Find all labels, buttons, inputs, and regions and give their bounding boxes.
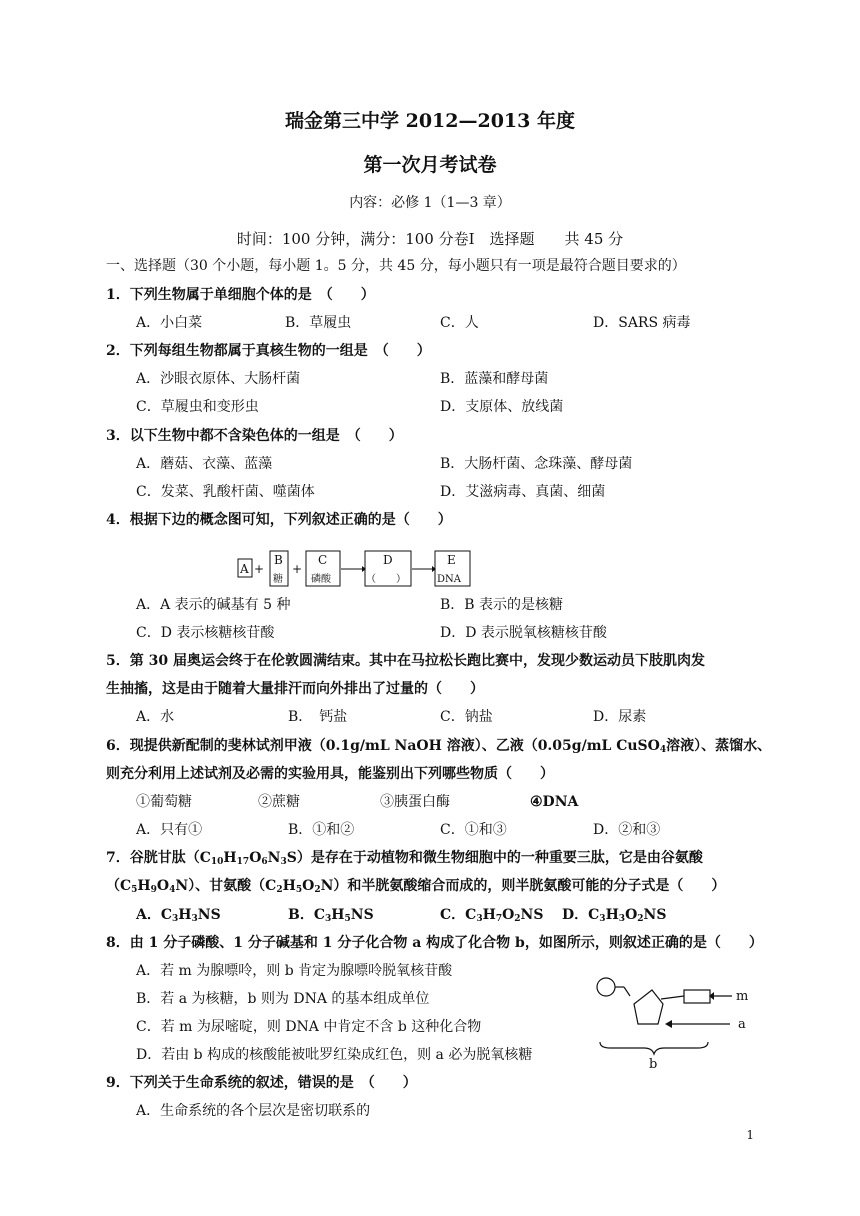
q5-stem-line1: 5．第 30 届奥运会终于在伦敦圆满结束。其中在马拉松长跑比赛中，发现少数运动员下肢肌肉发 [106, 653, 705, 669]
q1-stem: 1．下列生物属于单细胞个体的是 （ ） [106, 287, 375, 303]
q6-item-2: ②蔗糖 [258, 794, 300, 810]
q4-stem: 4．根据下边的概念图可知，下列叙述正确的是（ ） [106, 512, 452, 528]
q5-option-c: C．钠盐 [440, 709, 493, 725]
base-box [684, 990, 710, 1003]
q6-item-3: ③胰蛋白酶 [380, 794, 450, 810]
diagram-b-bottom: 糖 [273, 574, 283, 585]
q6-option-c: C．①和③ [440, 822, 507, 838]
diagram-e-bottom: DNA [437, 574, 461, 585]
q6-stem-line1: 6．现提供新配制的斐林试剂甲液（0.1g/mL NaOH 溶液）、乙液（0.05g/mL CuSO$_4$溶液）、蒸馏水、 [106, 738, 772, 755]
q4-option-c: C．D 表示核糖核苷酸 [136, 625, 275, 641]
q8-nucleotide-diagram [588, 968, 758, 1074]
q9-stem: 9．下列关于生命系统的叙述，错误的是 （ ） [106, 1075, 417, 1091]
exam-title: 第一次月考试卷 [363, 154, 497, 176]
phosphate-circle [597, 978, 615, 996]
diagram-b-top: B [274, 553, 283, 567]
q9-option-a: A．生命系统的各个层次是密切联系的 [136, 1103, 371, 1119]
section-heading: 一、选择题（30 个小题，每小题 1。5 分，共 45 分，每小题只有一项是最符合题目要求的） [106, 258, 686, 274]
pentose-ring [634, 990, 663, 1024]
q6-option-a: A．只有① [136, 822, 203, 838]
label-b: b [649, 1057, 658, 1072]
q6-item-4: ④DNA [530, 794, 579, 810]
q4-option-b: B．B 表示的是核糖 [440, 597, 564, 613]
q5-option-b: B． 钙盐 [288, 709, 348, 725]
q1-option-b: B．草履虫 [285, 315, 352, 331]
q8-option-b: B．若 a 为核糖，b 则为 DNA 的基本组成单位 [136, 991, 430, 1007]
q1-option-d: D．SARS 病毒 [593, 315, 691, 331]
q2-option-c: C．草履虫和变形虫 [136, 399, 259, 415]
q2-stem: 2．下列每组生物都属于真核生物的一组是 （ ） [106, 343, 431, 359]
label-a: a [738, 1017, 746, 1032]
q8-option-a: A．若 m 为腺嘌呤，则 b 肯定为腺嘌呤脱氧核苷酸 [136, 963, 453, 979]
svg-text:+: + [292, 562, 303, 576]
q7-option-c: C．$C_3H_7O_2NS$ [440, 907, 544, 924]
page-number: 1 [746, 1128, 754, 1142]
q3-option-b: B．大肠杆菌、念珠藻、酵母菌 [440, 456, 633, 472]
time-line: 时间：100 分钟，满分：100 分卷Ⅰ 选择题 共 45 分 [236, 230, 624, 248]
q5-option-a: A．水 [136, 709, 175, 725]
q7-stem-line1: 7．谷胱甘肽$(C_{10}H_{17}O_6N_3S)$是存在于动植物和微生物细胞中的一种重要三肽，它是由谷氨酸 [106, 850, 703, 867]
content-line: 内容：必修 1（1—3 章） [349, 195, 511, 211]
q5-option-d: D．尿素 [593, 709, 647, 725]
q2-option-a: A．沙眼衣原体、大肠杆菌 [136, 371, 301, 387]
q6-stem-line2: 则充分利用上述试剂及必需的实验用具，能鉴别出下列哪些物质（ ） [106, 766, 554, 782]
q3-option-d: D．艾滋病毒、真菌、细菌 [440, 484, 606, 500]
school-title: 瑞金第三中学 2012—2013 年度 [285, 110, 575, 132]
q1-option-a: A．小白菜 [136, 315, 203, 331]
diagram-d-bottom: （ ） [366, 574, 406, 585]
q7-option-d: D．$C_3H_3O_2NS$ [562, 907, 667, 924]
diagram-d-top: D [383, 553, 393, 567]
q6-option-b: B．①和② [288, 822, 355, 838]
q7-option-a: A．$C_3H_3NS$ [136, 907, 221, 924]
diagram-c-bottom: 磷酸 [311, 574, 331, 585]
q3-option-c: C．发菜、乳酸杆菌、噬菌体 [136, 484, 315, 500]
diagram-e-top: E [447, 553, 456, 567]
q3-stem: 3．以下生物中都不含染色体的一组是 （ ） [106, 428, 403, 444]
diagram-c-top: C [318, 553, 328, 567]
q7-stem-line2: $(C_5H_9O_4N)$、甘氨酸$(C_2H_5O_2N)$和半胱氨酸缩合而成的，则半胱氨酸可能的分子式是（ ） [106, 878, 726, 895]
q2-option-b: B．蓝藻和酵母菌 [440, 371, 549, 387]
q8-option-d: D．若由 b 构成的核酸能被吡罗红染成红色，则 a 必为脱氧核糖 [136, 1047, 533, 1063]
label-m: m [736, 989, 749, 1004]
q4-option-d: D．D 表示脱氧核糖核苷酸 [440, 625, 607, 641]
q2-option-d: D．支原体、放线菌 [440, 399, 564, 415]
q4-option-a: A．A 表示的碱基有 5 种 [136, 597, 291, 613]
q8-option-c: C．若 m 为尿嘧啶，则 DNA 中肯定不含 b 这种化合物 [136, 1019, 482, 1035]
q6-item-1: ①葡萄糖 [136, 794, 192, 810]
diagram-a-label: A [240, 562, 249, 576]
q1-option-c: C．人 [440, 315, 479, 331]
q8-stem: 8．由 1 分子磷酸、1 分子碱基和 1 分子化合物 a 构成了化合物 b，如图所示，则叙述正确的是（ ） [106, 935, 763, 951]
q4-concept-diagram [230, 548, 480, 590]
q7-option-b: B．$C_3H_5NS$ [288, 907, 374, 924]
q3-option-a: A．蘑菇、衣藻、蓝藻 [136, 456, 273, 472]
svg-text:+: + [254, 562, 265, 576]
q5-stem-line2: 生抽搐，这是由于随着大量排汗而向外排出了过量的（ ） [106, 681, 484, 697]
q6-option-d: D．②和③ [593, 822, 661, 838]
